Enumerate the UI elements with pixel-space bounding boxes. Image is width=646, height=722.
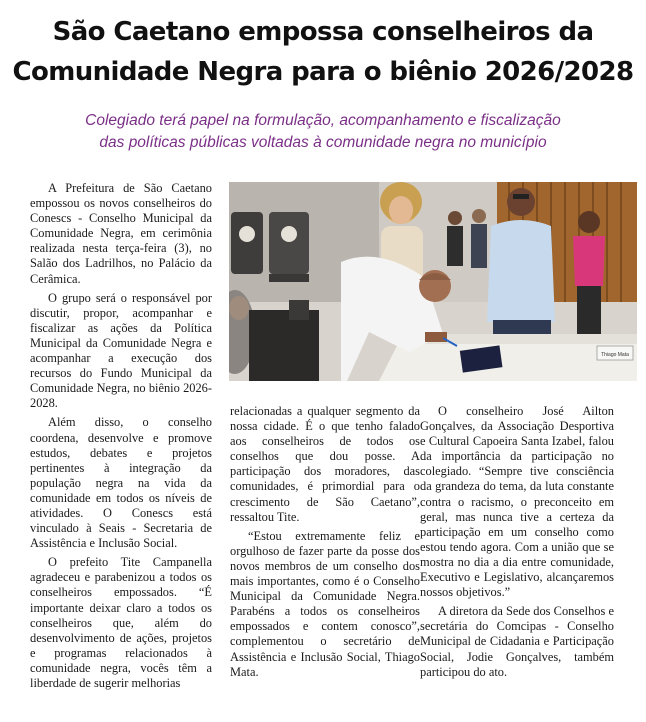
paragraph: O prefeito Tite Campanella agradeceu e parabenizou a todos os conselheiros empossados. “É importante deixar claro a todos os conselheiros que, além do desenvolvimento de ações, projetos e programas relacionados à comunidade negra, vocês têm a liberdade de sugerir melhorias: [30, 555, 212, 690]
article-subhead: [20, 110, 626, 154]
ceremony-photo: [229, 182, 637, 381]
article-column-1: [30, 181, 212, 695]
paragraph: O grupo será o responsável por discutir, propor, acompanhar e fiscalizar as ações da Política Municipal da Comunidade Negra e acompanhar a execução dos recursos do Fundo Municipal da Comunidade Negra, no biênio 2026-2028.: [30, 290, 212, 411]
subhead-line-1: Colegiado terá papel na formulação, acompanhamento e fiscalização: [85, 112, 561, 129]
article-column-3: [420, 404, 614, 684]
paragraph: A diretora da Sede dos Conselhos e secretária do Comcipas - Conselho Municipal de Cidadania e Participação Social, Jodie Gonçalves, também participou do ato.: [420, 604, 614, 679]
paragraph: Além disso, o conselho coordena, desenvolve e promove estudos, debates e projetos pertinentes à integração da população negra na vida da comunidade em todos os níveis de atividades. O Conescs está vinculado à Seais - Secretaria de Assistência e Inclusão Social.: [30, 415, 212, 551]
paragraph: relacionadas a qualquer segmento da nossa cidade. É o que tenho falado aos conselheiros de todos os conselhos que dou posse. A participação dos moradores, das comunidades, é primordial para o crescimento de São Caetano”, ressaltou Tite.: [230, 404, 420, 524]
paragraph: O conselheiro José Ailton Gonçalves, da Associação Desportiva e Cultural Capoeira Santa Izabel, falou da importância da participação no colegiado. “Sempre tive consciência da grandeza do tema, da luta constante contra o racismo, o preconceito em geral, mas nunca tive a certeza da participação em um conselho como estou tendo agora. Com a união que se mostra no dia a dia entre comunidade, Executivo e Legislativo, alcançaremos nossos objetivos.”: [420, 404, 614, 600]
headline-line-1: São Caetano empossa conselheiros da: [52, 17, 594, 47]
headline-line-2: Comunidade Negra para o biênio 2026/2028: [12, 57, 634, 87]
paragraph: “Estou extremamente feliz e orgulhoso de fazer parte da posse dos novos membros de um conselho dos mais importantes, como é o Conselho Municipal da Comunidade Negra. Parabéns a todos os conselheiros empossados e contem conosco”, complementou o secretário de Assistência e Inclusão Social, Thiago Mata.: [230, 528, 420, 679]
ceremony-photo-illustration: [229, 182, 637, 381]
subhead-line-2: das políticas públicas voltadas à comunidade negra no município: [99, 134, 547, 151]
article-column-2: [230, 404, 420, 684]
article-headline: [10, 12, 636, 92]
placard-label: Thiago Mata: [601, 352, 629, 358]
paragraph: A Prefeitura de São Caetano empossou os novos conselheiros do Conescs - Conselho Municipal da Comunidade Negra, em cerimônia realizada nesta terça-feira (3), no Salão dos Ladrilhos, no Palácio da Cerâmica.: [30, 181, 212, 286]
